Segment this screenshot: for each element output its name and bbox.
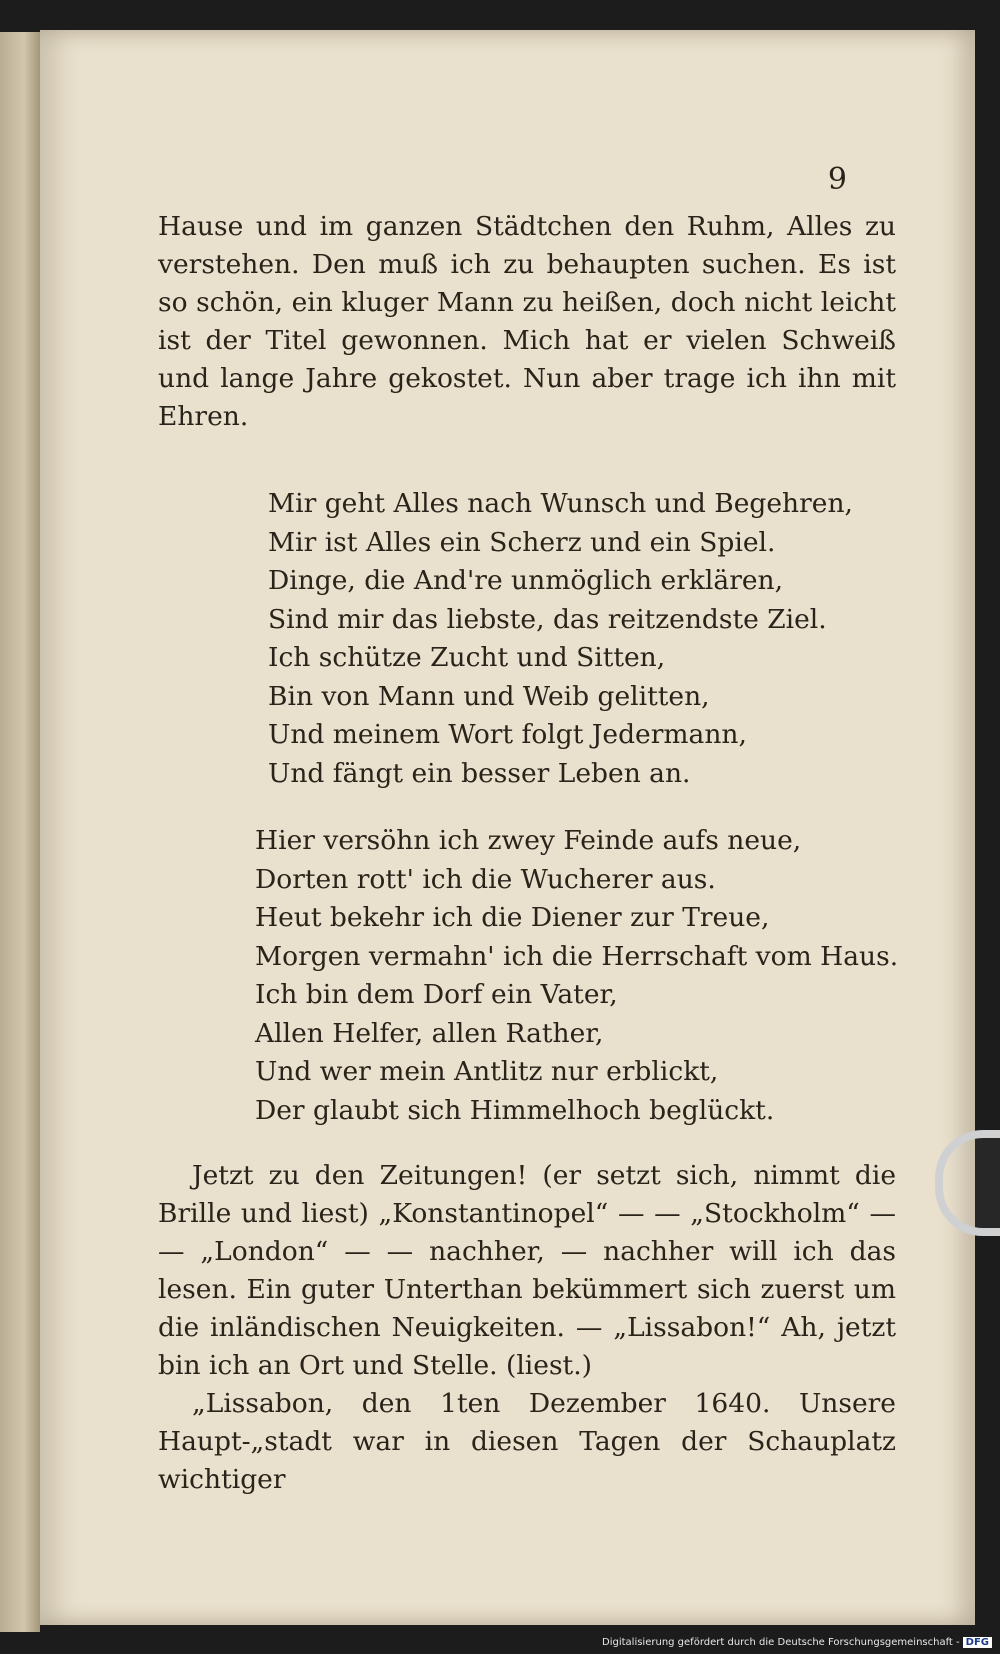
credit-text: Digitalisierung gefördert durch die Deutsche Forschungsgemeinschaft - — [602, 1637, 960, 1648]
verse-line: Und fängt ein besser Leben an. — [268, 757, 691, 789]
verse-line: Allen Helfer, allen Rather, — [255, 1017, 604, 1049]
dfg-logo: DFG — [963, 1637, 992, 1648]
verse-line: Morgen vermahn' ich die Herrschaft vom Haus. — [255, 940, 899, 972]
verse-line: Mir ist Alles ein Scherz und ein Spiel. — [268, 526, 776, 558]
prose-paragraph-1: Hause und im ganzen Städtchen den Ruhm, Alles zu verstehen. Den muß ich zu behaupten suchen. Es ist so schön, ein kluger Mann zu heißen, doch nicht leicht ist der Titel gewonnen. Mich hat er vielen Schweiß und lange Jahre gekostet. Nun aber trage ich ihn mit Ehren. — [158, 211, 896, 432]
verse-line: Mir geht Alles nach Wunsch und Begehren, — [268, 488, 853, 519]
page-number: 9 — [827, 162, 847, 197]
verse-stanza-2 — [255, 822, 899, 1130]
verse-line: Und meinem Wort folgt Jedermann, — [268, 719, 747, 750]
book-page — [40, 30, 975, 1625]
verse-line: Und wer mein Antlitz nur erblickt, — [255, 1056, 719, 1087]
verse-line: Dorten rott' ich die Wucherer aus. — [255, 863, 716, 895]
verse-line: Ich bin dem Dorf ein Vater, — [255, 979, 618, 1010]
verse-line: Hier versöhn ich zwey Feinde aufs neue, — [255, 825, 802, 856]
digitization-credit — [602, 1637, 992, 1648]
verse-stanza-1 — [268, 485, 908, 793]
prose-block-2 — [158, 1157, 896, 1499]
verse-line: Heut bekehr ich die Diener zur Treue, — [255, 902, 770, 933]
verse-line: Dinge, die And're unmöglich erklären, — [268, 565, 784, 596]
verse-line: Sind mir das liebste, das reitzendste Ziel. — [268, 603, 827, 635]
page-edge-left — [0, 32, 40, 1632]
prose-paragraph-2: Jetzt zu den Zeitungen! (er setzt sich, nimmt die Brille und liest) „Konstantinopel“ — — „Stockholm“ — — „London“ — — nachher, — nachher will ich das lesen. Ein guter Unterthan bekümmert sich zuerst um die inländischen Neuigkeiten. — „Lissabon!“ Ah, jetzt bin ich an Ort und Stelle. (liest.) — [158, 1160, 896, 1381]
verse-line: Ich schütze Zucht und Sitten, — [268, 642, 666, 673]
verse-line: Der glaubt sich Himmelhoch beglückt. — [255, 1094, 775, 1126]
prose-paragraph-3: „Lissabon, den 1ten Dezember 1640. Unsere Haupt-„stadt war in diesen Tagen der Schauplatz wichtiger — [158, 1388, 896, 1495]
verse-line: Bin von Mann und Weib gelitten, — [268, 680, 710, 712]
